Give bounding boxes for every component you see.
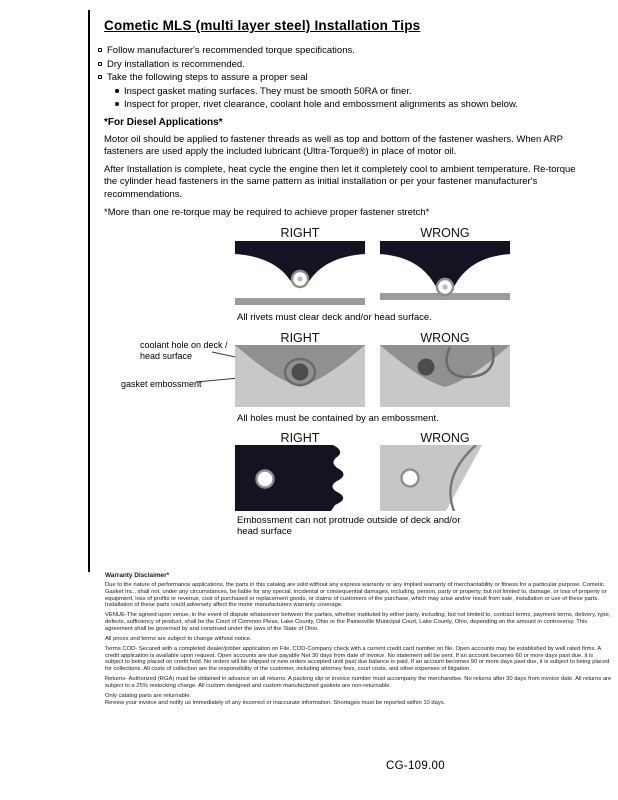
diagram-embossment-right-panel <box>235 445 365 511</box>
holes-caption: All holes must be contained by an embossment. <box>237 413 439 424</box>
hollow-bullet-icon <box>98 75 102 79</box>
diesel-paragraph-2: After Installation is complete, heat cycle the engine then let it completely cool to ambient temperature. Re-torque the cylinder head fasteners in the same pattern as initial installation or per your fastener manufacturer's recommendations. <box>104 164 576 200</box>
row3-right-header: RIGHT <box>280 431 320 445</box>
diagram-embossment-wrong-panel <box>380 445 510 511</box>
tip-text: Inspect for proper, rivet clearance, coolant hole and embossment alignments as shown below. <box>124 99 518 110</box>
tip-sub-item <box>115 99 584 110</box>
warranty-paragraph: Due to the nature of performance applications, the parts in this catalog are sold without any express warranty or any implied warranty of merchantability or fitness for a particular purpose. Cometic Gasket Inc., shall not, under any circumstances, be liable for any special, incidental or consequential damages, including, person, party or property, but not limited to, damage, or loss of property or equipment, loss of profits or revenue, cost of purchased or replacement goods, or claims of customers of the purchase, which may arise and/or result from sale, installation or use of these parts. Installation of these parts could adversely affect the motor manufacturers warranty coverage. <box>105 582 607 609</box>
diesel-paragraph-1: Motor oil should be applied to fastener threads as well as top and bottom of the fastener washers. When ARP fasteners are used apply the included lubricant (Ultra-Torque®) in place of motor oil. <box>104 134 563 158</box>
embossment-caption: Embossment can not protrude outside of deck and/or head surface <box>237 515 461 537</box>
diesel-applications-heading: *For Diesel Applications* <box>104 117 223 128</box>
coolant-hole-label: coolant hole on deck / head surface <box>140 340 228 362</box>
left-margin-rule <box>88 10 90 572</box>
tip-item <box>98 59 584 70</box>
retorque-note: *More than one re-torque may be required to achieve proper fastener stretch* <box>104 207 430 218</box>
row2-wrong-header: WRONG <box>420 331 470 345</box>
hollow-bullet-icon <box>98 62 102 66</box>
tip-text: Follow manufacturer's recommended torque specifications. <box>107 45 355 56</box>
page-title: Cometic MLS (multi layer steel) Installation Tips <box>104 18 421 33</box>
diagram-holes-right-panel <box>235 345 365 407</box>
diagram-holes-wrong-panel <box>380 345 510 407</box>
warranty-paragraph: Only catalog parts are returnable. <box>105 693 192 700</box>
diagram-rivet-wrong-panel <box>380 241 510 307</box>
page-number: CG-109.00 <box>386 760 445 772</box>
tip-text: Inspect gasket mating surfaces. They must be smooth 50RA or finer. <box>124 85 412 97</box>
row2-right-header: RIGHT <box>280 331 320 345</box>
diagram-rivet-right-panel <box>235 241 365 307</box>
warranty-heading: Warranty Disclaimer* <box>105 572 170 579</box>
row1-wrong-header: WRONG <box>420 226 470 240</box>
tip-item <box>98 72 584 83</box>
filled-bullet-icon <box>115 89 119 93</box>
row1-right-header: RIGHT <box>280 226 320 240</box>
filled-bullet-icon <box>115 102 119 106</box>
tip-text: Take the following steps to assure a proper seal <box>107 72 308 83</box>
warranty-paragraph: Review your invoice and notify us immediately of any incorrect or inaccurate information. Shortages must be reported within 10 days. <box>105 699 446 706</box>
row3-wrong-header: WRONG <box>420 431 470 445</box>
warranty-paragraph: Terms COD- Secured with a completed dealer/jobber application on File, COD-Company check with a current credit card number on file. Open accounts may be established by well rated firms. A credit application is available upon request. Open accounts are due payable Net 30 days from date of invoice. No statement will be sent. If an account becomes 60 or more days past due, it is subject to being placed on credit hold. No orders will be shipped or new orders accepted until past due balance is paid. If an account becomes 90 or more days past due, it is subject to being placed for collections. All costs of collection are the responsibility of the customer, including attorney fees, court costs, and other expenses of litigation. <box>105 646 610 673</box>
tips-list <box>98 45 584 113</box>
tip-sub-item <box>115 86 584 97</box>
warranty-paragraph: All prices and terms are subject to change without notice. <box>105 635 252 642</box>
tip-text: Dry installation is recommended. <box>107 58 245 70</box>
warranty-paragraph: VENUE-The agreed upon venue, in the event of dispute whatsoever between the parties, whether instituted by either party, including, but not limited to, contract terms, payment terms, delivery, type, defects, sufficiency of product, shall be the Court of Common Pleas, Lake County, Ohio or the Painesville Municipal Court, Lake County, Ohio, depending on the amount in controversy. This agreement shall be governed by and construed under the laws of the State of Ohio. <box>105 612 611 632</box>
warranty-section <box>105 572 612 710</box>
hollow-bullet-icon <box>98 48 102 52</box>
rivet-caption: All rivets must clear deck and/or head surface. <box>237 312 432 323</box>
warranty-paragraph: Returns- Authorized (RGA) must be obtained in advance on all returns. A packing slip or invoice number must accompany the merchandise. No returns after 30 days from invoice date. All returns are subject to a 25% restocking charge. All custom designed and custom manufactured gaskets are non-returnable. <box>105 676 612 689</box>
tip-item <box>98 45 584 56</box>
gasket-embossment-label: gasket embossment <box>121 379 202 389</box>
